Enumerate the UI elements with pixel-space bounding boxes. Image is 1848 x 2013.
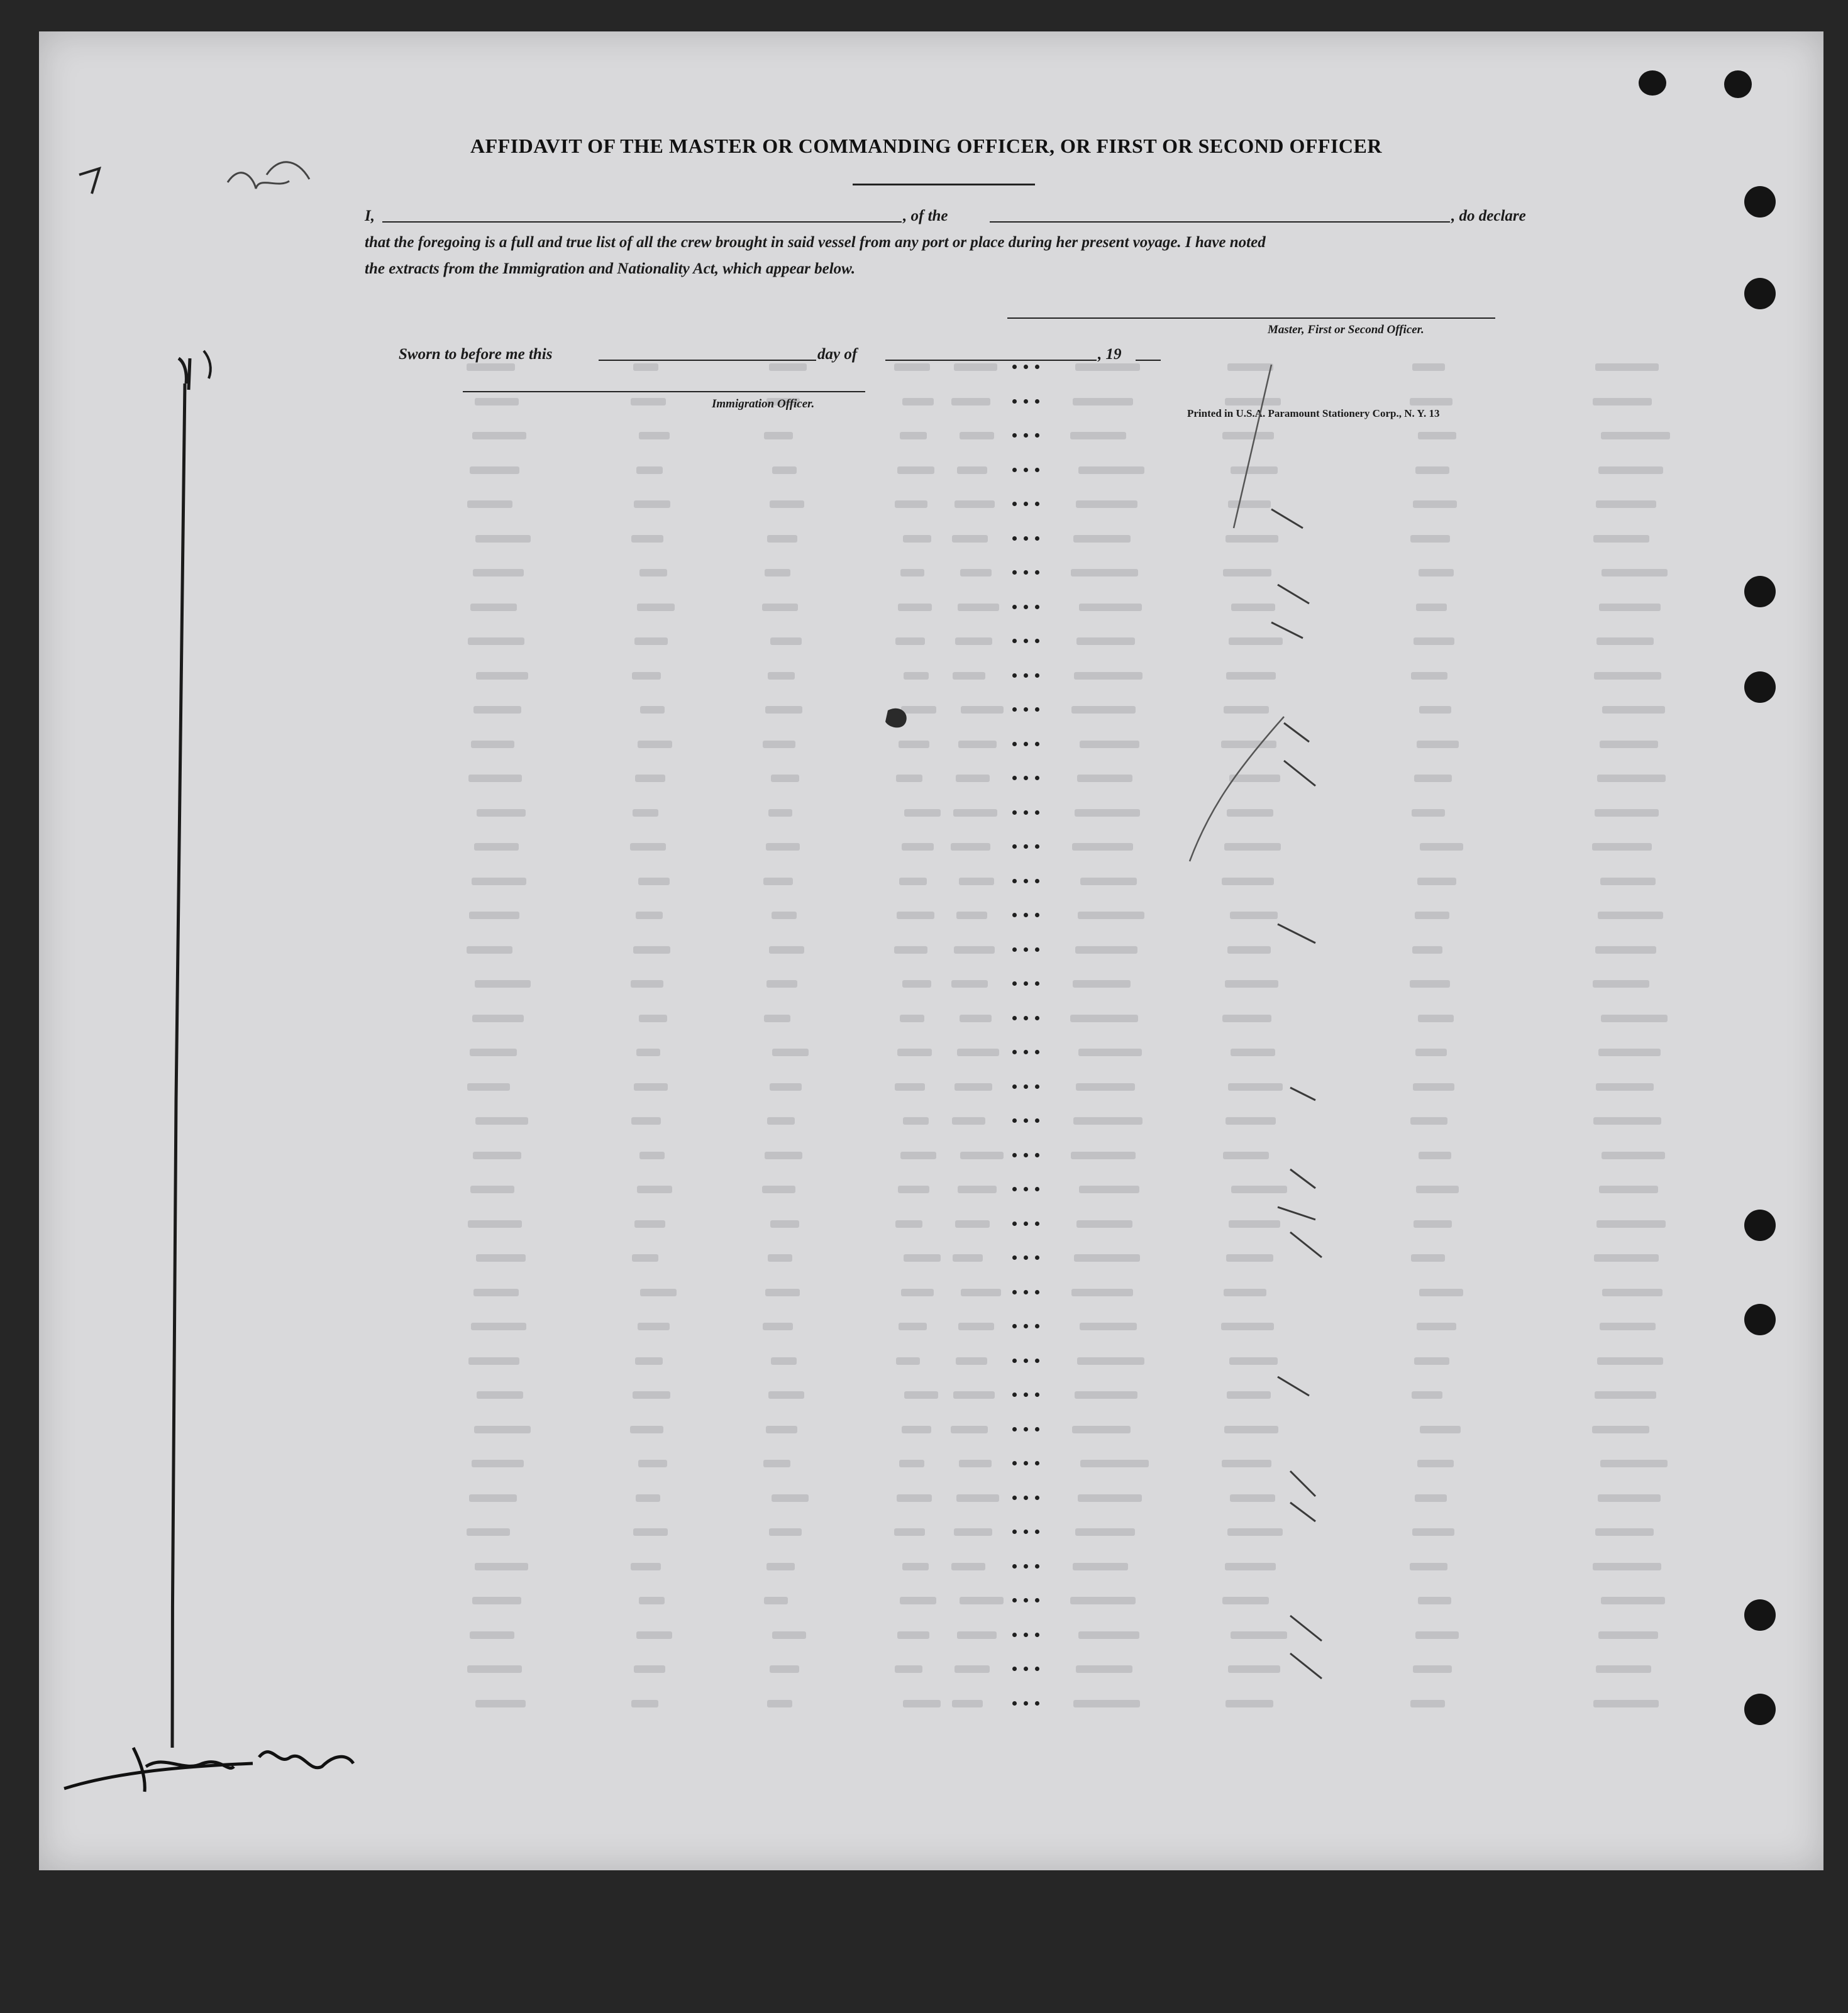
typed-dot <box>1024 879 1028 883</box>
typed-dot <box>1024 1153 1028 1157</box>
typed-dot <box>1024 810 1028 815</box>
typed-dot <box>1024 1496 1028 1500</box>
typed-dot <box>1035 1290 1039 1294</box>
typed-dot <box>1024 1084 1028 1089</box>
declaration-do-declare: , do declare <box>1451 207 1526 224</box>
typed-dot <box>1012 1359 1017 1363</box>
declaration-of-the: , of the <box>903 207 948 224</box>
declaration-line-2: that the foregoing is a full and true list of all the crew brought in said vessel from any port or place during her present voyage. I have noted <box>365 234 1266 251</box>
typed-dot <box>1035 1359 1039 1363</box>
typed-dot <box>1024 468 1028 472</box>
typed-dot <box>1035 1118 1039 1123</box>
typed-dot <box>1035 981 1039 986</box>
typed-dot <box>1035 1393 1039 1397</box>
binder-hole <box>1744 671 1776 703</box>
typed-dot <box>1012 1667 1017 1671</box>
typed-dot <box>1035 1153 1039 1157</box>
typed-dot <box>1035 536 1039 541</box>
margin-bracket-line <box>172 358 190 1748</box>
typed-dot <box>1012 879 1017 883</box>
typed-dot <box>1012 399 1017 404</box>
typed-dot <box>1012 1427 1017 1431</box>
typed-dot <box>1035 947 1039 952</box>
ink-blot <box>885 709 907 728</box>
typed-dot <box>1012 947 1017 952</box>
typed-dot <box>1012 570 1017 575</box>
typed-dot <box>1012 1153 1017 1157</box>
handwriting-layer <box>39 31 1823 1870</box>
typed-dot <box>1035 1427 1039 1431</box>
typed-dot <box>1012 468 1017 472</box>
typed-dot <box>1012 1016 1017 1020</box>
typed-dot <box>1012 1222 1017 1226</box>
typed-dot <box>1012 1324 1017 1328</box>
typed-dot <box>1035 1496 1039 1500</box>
typed-dot <box>1024 1633 1028 1637</box>
typed-dot <box>1024 947 1028 952</box>
typed-dot <box>1024 1461 1028 1465</box>
typed-dot <box>1024 1290 1028 1294</box>
typed-dot <box>1035 742 1039 746</box>
typed-dot <box>1012 1393 1017 1397</box>
tally-marks <box>1271 509 1322 1679</box>
typed-dot <box>1035 1701 1039 1706</box>
typed-dot <box>1012 433 1017 438</box>
typed-dot <box>1024 1530 1028 1534</box>
typed-dot <box>1035 913 1039 917</box>
typed-dot <box>1024 1050 1028 1054</box>
immigration-officer-label: Immigration Officer. <box>712 397 815 411</box>
typed-dot <box>1035 1530 1039 1534</box>
typed-dot <box>1012 365 1017 369</box>
typed-dot <box>1035 1598 1039 1602</box>
typed-dot <box>1024 1324 1028 1328</box>
typed-dot <box>1012 639 1017 643</box>
typed-dot <box>1012 1050 1017 1054</box>
declaration-line-3: the extracts from the Immigration and Nationality Act, which appear below. <box>365 260 856 277</box>
typed-dot <box>1035 639 1039 643</box>
typed-dot <box>1035 844 1039 849</box>
binder-hole <box>1744 1694 1776 1725</box>
typed-dot <box>1024 502 1028 506</box>
typed-dot <box>1024 1118 1028 1123</box>
sworn-prefix: Sworn to before me this <box>399 346 553 363</box>
binder-hole <box>1639 70 1666 96</box>
typed-dot <box>1024 707 1028 712</box>
typed-dot <box>1035 707 1039 712</box>
officer-signature <box>64 1748 353 1792</box>
typed-dot <box>1035 1187 1039 1191</box>
typed-dot <box>1024 1598 1028 1602</box>
sworn-day-of: day of <box>817 346 858 363</box>
typed-dot <box>1035 1222 1039 1226</box>
binder-hole <box>1744 186 1776 218</box>
typed-dot <box>1035 1564 1039 1569</box>
typed-dot <box>1035 1084 1039 1089</box>
typed-dot <box>1035 776 1039 780</box>
typed-dot <box>1035 1324 1039 1328</box>
typed-dot <box>1024 673 1028 678</box>
typed-dot <box>1035 1667 1039 1671</box>
document-page <box>39 31 1823 1870</box>
typed-dot <box>1035 365 1039 369</box>
typed-dot <box>1024 365 1028 369</box>
typed-dot <box>1012 1461 1017 1465</box>
declaration-i: I, <box>365 207 375 224</box>
typed-dot <box>1024 1016 1028 1020</box>
typed-dot <box>1035 1050 1039 1054</box>
typed-dot <box>1035 1016 1039 1020</box>
typed-dot <box>1012 844 1017 849</box>
typed-dot <box>1012 1290 1017 1294</box>
typed-dot <box>1035 1461 1039 1465</box>
typed-dot <box>1024 742 1028 746</box>
typed-dot <box>1012 1496 1017 1500</box>
typed-dot <box>1024 844 1028 849</box>
typed-dot <box>1024 1427 1028 1431</box>
typed-dot <box>1012 1530 1017 1534</box>
typed-dot <box>1012 742 1017 746</box>
typed-dot <box>1024 981 1028 986</box>
affidavit-title: AFFIDAVIT OF THE MASTER OR COMMANDING OFFICER, OR FIRST OR SECOND OFFICER <box>470 135 1382 157</box>
typed-dot <box>1035 1633 1039 1637</box>
typed-dot <box>1012 1564 1017 1569</box>
tally-line <box>1190 365 1284 861</box>
typed-dot <box>1035 810 1039 815</box>
typed-dot <box>1024 570 1028 575</box>
typed-dot <box>1035 1255 1039 1260</box>
typed-dot <box>1024 605 1028 609</box>
typed-dot <box>1012 1255 1017 1260</box>
typed-dot <box>1012 536 1017 541</box>
typed-dot <box>1012 1701 1017 1706</box>
typed-dot <box>1035 605 1039 609</box>
typed-dot <box>1024 1393 1028 1397</box>
typed-dot <box>1024 1187 1028 1191</box>
binder-hole <box>1744 278 1776 309</box>
typed-dot <box>1012 913 1017 917</box>
binder-hole <box>1744 1210 1776 1241</box>
typed-dot <box>1012 605 1017 609</box>
typed-dot <box>1012 673 1017 678</box>
typed-dot <box>1012 1598 1017 1602</box>
binder-hole <box>1744 1599 1776 1631</box>
typed-dot <box>1024 1222 1028 1226</box>
typed-dot <box>1024 1255 1028 1260</box>
typed-dot <box>1035 879 1039 883</box>
typed-dot <box>1012 1187 1017 1191</box>
typed-dot <box>1035 468 1039 472</box>
handwritten-numeral <box>79 168 99 194</box>
typed-dot <box>1035 502 1039 506</box>
handwritten-scribble <box>228 162 309 189</box>
typed-dot <box>1024 536 1028 541</box>
typed-dot <box>1024 1701 1028 1706</box>
typed-dot <box>1035 570 1039 575</box>
typed-dot <box>1024 1564 1028 1569</box>
typed-dot <box>1012 1633 1017 1637</box>
typed-dot <box>1024 639 1028 643</box>
typed-dot <box>1012 1084 1017 1089</box>
typed-dot <box>1012 707 1017 712</box>
typed-dot <box>1012 1118 1017 1123</box>
typed-dot <box>1024 1667 1028 1671</box>
printer-imprint: Printed in U.S.A. Paramount Stationery Corp., N. Y. 13 <box>1187 407 1440 419</box>
typed-dot <box>1012 502 1017 506</box>
typed-dot <box>1012 810 1017 815</box>
typed-dot <box>1035 399 1039 404</box>
binder-hole <box>1744 576 1776 607</box>
typed-dot <box>1035 433 1039 438</box>
binder-hole <box>1744 1304 1776 1335</box>
binder-hole <box>1724 70 1752 98</box>
typed-dot <box>1024 776 1028 780</box>
sworn-year-prefix: , 19 <box>1098 346 1122 363</box>
typed-dot <box>1024 1359 1028 1363</box>
typed-dot <box>1012 981 1017 986</box>
master-signature-label: Master, First or Second Officer. <box>1268 323 1424 336</box>
typed-dot <box>1035 673 1039 678</box>
typed-dot <box>1024 433 1028 438</box>
typed-dot <box>1024 913 1028 917</box>
typed-dot <box>1012 776 1017 780</box>
typed-dot <box>1024 399 1028 404</box>
